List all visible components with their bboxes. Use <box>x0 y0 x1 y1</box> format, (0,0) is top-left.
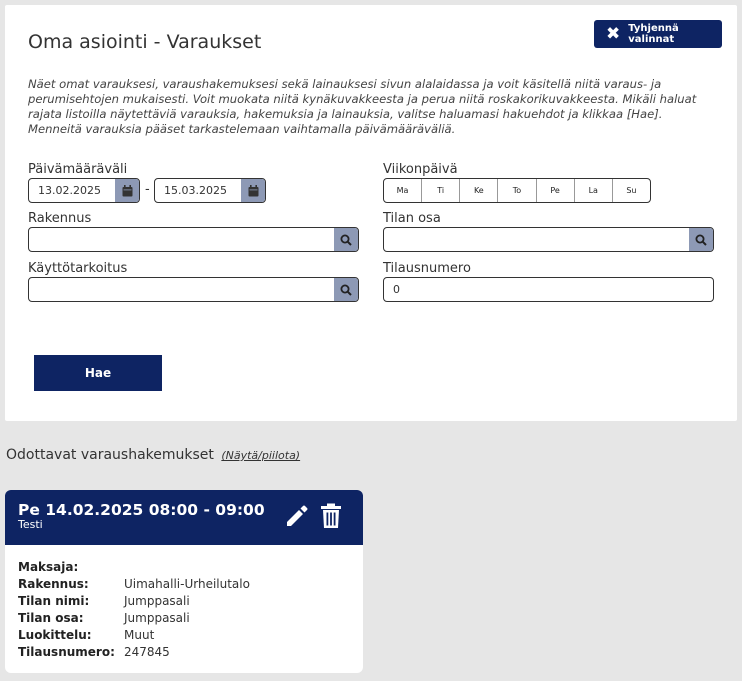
purpose-input[interactable] <box>28 277 359 302</box>
detail-value: Jumppasali <box>124 594 190 608</box>
pencil-icon[interactable] <box>284 503 310 533</box>
calendar-icon[interactable] <box>241 179 265 202</box>
detail-row <box>18 576 363 593</box>
clear-selections-label: Tyhjennä valinnat <box>628 23 679 45</box>
order-number-input[interactable] <box>383 277 714 302</box>
search-icon[interactable] <box>334 278 358 301</box>
weekday-sat[interactable]: La <box>575 179 613 202</box>
detail-key: Luokittelu: <box>18 628 92 642</box>
card-subtitle: Testi <box>18 518 43 531</box>
date-separator: - <box>145 182 150 197</box>
detail-value: Jumppasali <box>124 611 190 625</box>
detail-row <box>18 593 363 610</box>
date-range-label: Päivämääräväli <box>28 162 128 177</box>
calendar-icon[interactable] <box>115 179 139 202</box>
card-date: Pe 14.02.2025 08:00 - 09:00 <box>18 501 265 519</box>
page-title: Oma asiointi - Varaukset <box>28 31 262 53</box>
detail-value: Uimahalli-Urheilutalo <box>124 577 250 591</box>
space-part-label: Tilan osa <box>383 211 441 226</box>
date-end-value: 15.03.2025 <box>164 184 227 197</box>
pending-title: Odottavat varaushakemukset <box>6 447 214 463</box>
weekday-wed[interactable]: Ke <box>460 179 498 202</box>
clear-selections-button[interactable] <box>594 20 722 48</box>
weekday-tue[interactable]: Ti <box>422 179 460 202</box>
filter-panel <box>5 5 737 421</box>
detail-row <box>18 644 363 661</box>
building-label: Rakennus <box>28 211 92 226</box>
space-part-input[interactable] <box>383 227 714 252</box>
order-number-label: Tilausnumero <box>383 261 471 276</box>
purpose-label: Käyttötarkoitus <box>28 261 128 276</box>
date-start-input[interactable] <box>28 178 140 203</box>
card-header <box>5 490 363 545</box>
detail-row <box>18 627 363 644</box>
intro-text: Näet omat varauksesi, varaushakemuksesi sekä lainauksesi sivun alalaidassa ja voit käsitellä niitä varaus- ja perumisehtojen mukaisesti. Voit muokata niitä kynäkuvakkeesta ja perua niitä roskakorikuvakkeesta. Mikäli haluat rajata listoilla näytettäviä varauksia, hakemuksia ja lainauksia, valitse haluamasi hakuehdot ja klikkaa [Hae]. Menneitä varauksia pääset tarkastelemaan vaihtamalla päivämääräväliä. <box>28 77 697 136</box>
weekday-mon[interactable]: Ma <box>384 179 422 202</box>
building-input[interactable] <box>28 227 359 252</box>
weekday-fri[interactable]: Pe <box>537 179 575 202</box>
toggle-pending-link[interactable]: (Näytä/piilota) <box>221 449 301 462</box>
detail-key: Maksaja: <box>18 560 79 574</box>
detail-value: 247845 <box>124 645 170 659</box>
detail-row <box>18 559 363 576</box>
detail-key: Tilan nimi: <box>18 594 90 608</box>
reservation-card <box>5 490 363 673</box>
date-end-input[interactable] <box>154 178 266 203</box>
card-details <box>5 545 363 661</box>
weekday-sun[interactable]: Su <box>626 186 637 195</box>
order-number-value: 0 <box>393 283 400 296</box>
detail-key: Tilan osa: <box>18 611 84 625</box>
pending-section-title <box>6 447 300 463</box>
weekday-thu[interactable]: To <box>498 179 536 202</box>
search-icon[interactable] <box>689 228 713 251</box>
weekday-selector <box>383 178 651 203</box>
detail-key: Tilausnumero: <box>18 645 115 659</box>
weekday-label: Viikonpäivä <box>383 162 458 177</box>
trash-icon[interactable] <box>320 503 342 533</box>
detail-key: Rakennus: <box>18 577 89 591</box>
detail-value: Muut <box>124 628 155 642</box>
detail-row <box>18 610 363 627</box>
date-start-value: 13.02.2025 <box>38 184 101 197</box>
close-icon: ✖ <box>606 23 621 44</box>
search-button[interactable]: Hae <box>34 355 162 391</box>
search-icon[interactable] <box>334 228 358 251</box>
